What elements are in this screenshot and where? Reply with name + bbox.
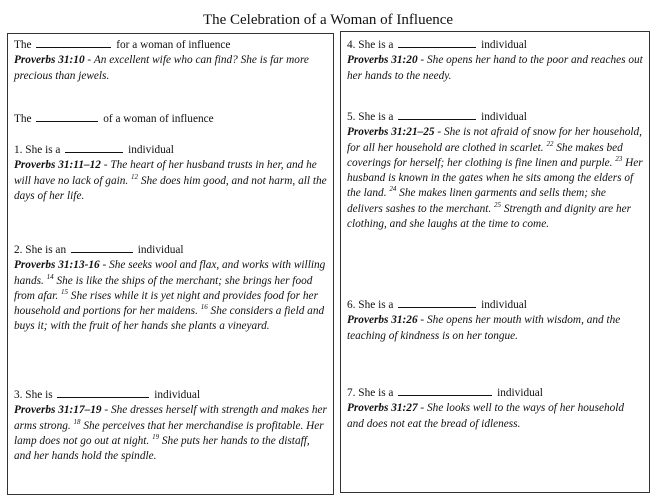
item-heading (347, 296, 643, 313)
verse-text: She considers a field and buys it; with the fruit of her hands she plants a vineyard. (14, 305, 325, 333)
verse-reference: Proverbs 31:11–12 (14, 159, 101, 172)
item-heading-post: individual (481, 39, 527, 51)
verse-text: She makes linen garments and sells them; she delivers sashes to the merchant. (347, 187, 606, 215)
item-heading (14, 141, 327, 158)
page-title: The Celebration of a Woman of Influence (202, 12, 454, 28)
verse-reference: Proverbs 31:27 (347, 402, 418, 415)
item-3 (14, 386, 327, 464)
verse-text: She makes bed coverings for herself; her clothing is fine linen and purple. (347, 141, 623, 169)
intro-section (14, 36, 327, 84)
item-heading (14, 386, 327, 403)
verse-text: Strength and dignity are her clothing, and she laughs at the time to come. (347, 202, 632, 231)
item-heading-post: individual (481, 111, 527, 123)
verse-text: - The heart of her husband trusts in her, and he will have no lack of gain. (14, 159, 317, 187)
verse-number: 18 (73, 417, 81, 426)
verse-text: - She is not afraid of snow for her household, for all her household are clothed in scarlet. (347, 126, 642, 154)
item-verse (347, 401, 643, 432)
fill-in-blank[interactable] (398, 296, 476, 308)
verse-number: 19 (152, 433, 160, 442)
item-heading (347, 384, 643, 401)
intro-verse (14, 53, 327, 84)
item-verse (347, 125, 643, 232)
verse-text: - She looks well to the ways of her household and does not eat the bread of idleness. (347, 402, 625, 430)
item-heading-post: individual (497, 387, 543, 399)
verse-text: - She opens her mouth with wisdom, and the teaching of kindness is on her tongue. (347, 314, 621, 342)
item-verse (14, 403, 327, 464)
verse-text: She is like the ships of the merchant; she brings her food from afar. (14, 274, 313, 302)
left-panel (7, 33, 334, 495)
verse-reference: Proverbs 31:26 (347, 314, 418, 327)
fill-in-blank[interactable] (398, 36, 476, 48)
right-panel (340, 31, 650, 493)
item-heading-post: individual (128, 144, 174, 156)
item-heading (347, 108, 643, 125)
intro-heading-post: for a woman of influence (116, 39, 231, 51)
verse-text: She rises while it is yet night and provides food for her household and portions for her maidens. (14, 289, 318, 318)
item-heading-post: individual (137, 244, 184, 256)
verse-number: 14 (46, 272, 54, 281)
item-2 (14, 241, 327, 335)
fill-in-blank[interactable] (398, 108, 476, 120)
item-heading-post: individual (154, 389, 201, 401)
verse-number: 16 (200, 303, 208, 312)
verse-text: - She opens her hand to the poor and reaches out her hands to the needy. (347, 54, 643, 82)
verse-text: Her husband is known in the gates when he sits among the elders of the land. (347, 156, 643, 200)
verse-text: - An excellent wife who can find? She is far more precious than jewels. (14, 54, 309, 82)
item-heading-pre: 4. She is a (347, 39, 394, 51)
fill-in-blank[interactable] (57, 386, 149, 398)
intro-heading (14, 36, 327, 53)
subheading-post: of a woman of influence (103, 113, 214, 125)
verse-reference: Proverbs 31:10 (14, 54, 85, 67)
fill-in-blank[interactable] (71, 241, 133, 253)
verse-text: She does him good, and not harm, all the days of her life. (14, 174, 327, 202)
item-heading-pre: 1. She is a (14, 144, 61, 156)
fill-in-blank[interactable] (36, 36, 111, 48)
item-heading-pre: 6. She is a (347, 299, 394, 311)
verse-text: She puts her hands to the distaff, and her hands hold the spindle. (14, 434, 310, 463)
item-5 (347, 108, 643, 232)
item-heading-pre: 5. She is a (347, 111, 394, 123)
item-heading (347, 36, 643, 53)
item-7 (347, 384, 643, 432)
verse-number: 24 (389, 185, 397, 194)
verse-number: 12 (131, 172, 139, 181)
item-heading-pre: 2. She is an (14, 244, 67, 256)
item-heading-pre: 7. She is a (347, 387, 394, 399)
subheading (14, 110, 327, 127)
fill-in-blank[interactable] (398, 384, 492, 396)
item-verse (14, 258, 327, 334)
verse-text: - She dresses herself with strength and makes her arms strong. (14, 404, 327, 432)
verse-number: 25 (494, 201, 502, 210)
item-verse (347, 53, 643, 84)
fill-in-blank[interactable] (65, 141, 123, 153)
verse-number: 23 (615, 155, 623, 164)
item-4 (347, 36, 643, 84)
intro-heading-pre: The (14, 39, 32, 51)
item-verse (347, 313, 643, 344)
item-1 (14, 141, 327, 204)
item-heading (14, 241, 327, 258)
verse-reference: Proverbs 31:20 (347, 54, 418, 67)
item-6 (347, 296, 643, 344)
verse-number: 15 (60, 288, 68, 297)
verse-number: 22 (546, 139, 554, 148)
item-heading-pre: 3. She is (14, 389, 53, 401)
item-verse (14, 158, 327, 204)
verse-reference: Proverbs 31:13-16 (14, 259, 100, 272)
item-heading-post: individual (481, 299, 527, 311)
subheading-pre: The (14, 113, 32, 125)
verse-text: She perceives that her merchandise is profitable. Her lamp does not go out at night. (14, 419, 324, 447)
verse-reference: Proverbs 31:21–25 (347, 126, 435, 139)
verse-text: - She seeks wool and flax, and works with willing hands. (14, 259, 326, 287)
verse-reference: Proverbs 31:17–19 (14, 404, 102, 417)
fill-in-blank[interactable] (36, 110, 98, 122)
